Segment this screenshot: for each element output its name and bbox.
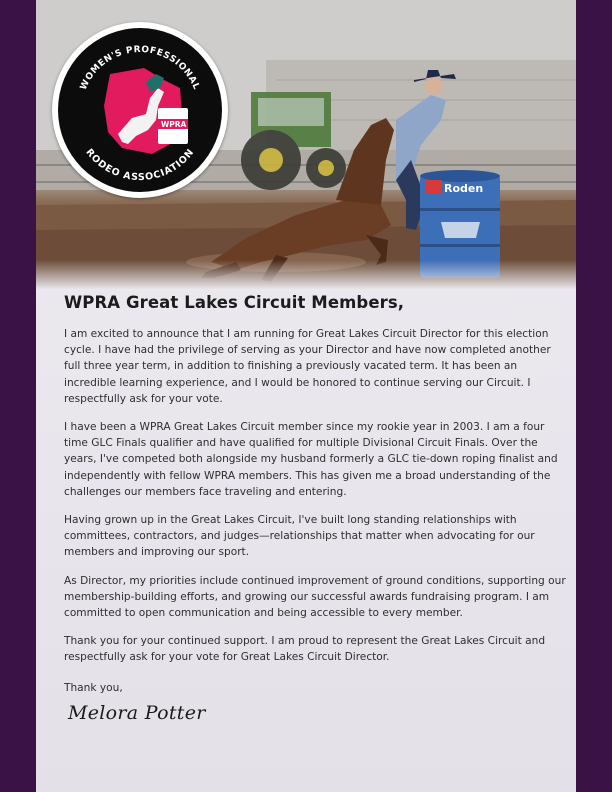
photo-fade bbox=[36, 260, 576, 290]
barrel-brand-text: Roden bbox=[444, 182, 484, 195]
svg-text:RODEO ASSOCIATION bbox=[83, 147, 196, 183]
logo-badge-text: WPRA bbox=[161, 120, 187, 129]
tractor bbox=[241, 92, 346, 190]
closing-line: Thank you, bbox=[64, 681, 123, 694]
paragraph-priorities: As Director, my priorities include continued improvement of ground conditions, supporting our membership-building efforts, and growing our successful awards fundraising program. I am committed to open communication and being accessible to every member. bbox=[64, 574, 566, 620]
paragraph-experience: I have been a WPRA Great Lakes Circuit member since my rookie year in 2003. I am a four time GLC Finals qualifier and have qualified for multiple Divisional Circuit Finals. Over the years, I've competed both alongside my husband formerly a GLC tie-down roping finalist and independently with fellow WPRA members. This has given me a broad understanding of the challenges our members face traveling and entering. bbox=[64, 421, 558, 498]
left-border bbox=[0, 0, 36, 792]
letter-heading: WPRA Great Lakes Circuit Members, bbox=[64, 293, 405, 312]
signature: Melora Potter bbox=[68, 701, 206, 724]
paragraph-thanks: Thank you for your continued support. I am proud to represent the Great Lakes Circuit and respectfully ask for your vote for Great Lakes Circuit Director. bbox=[64, 635, 546, 664]
right-border bbox=[576, 0, 612, 792]
rodeo-photo bbox=[36, 0, 576, 290]
paragraph-announcement: I am excited to announce that I am running for Great Lakes Circuit Director for this election cycle. I have had the privilege of serving as your Director and have now completed another full three year term, in addition to finishing a previously vacated term. It has been an incredible learning experience, and I would be honored to continue serving our Circuit. I respectfully ask for your vote. bbox=[64, 328, 551, 405]
wpra-logo bbox=[52, 22, 228, 198]
logo-top-text: WOMEN'S PROFESSIONAL bbox=[78, 44, 202, 92]
flyer-page bbox=[36, 0, 576, 792]
paragraph-relationships: Having grown up in the Great Lakes Circuit, I've built long standing relationships with committees, contractors, and judges—relationships that matter when advocating for our members and improving our sport. bbox=[64, 514, 535, 559]
logo-bottom-text: RODEO ASSOCIATION bbox=[83, 146, 197, 184]
campaign-letter bbox=[64, 293, 568, 724]
